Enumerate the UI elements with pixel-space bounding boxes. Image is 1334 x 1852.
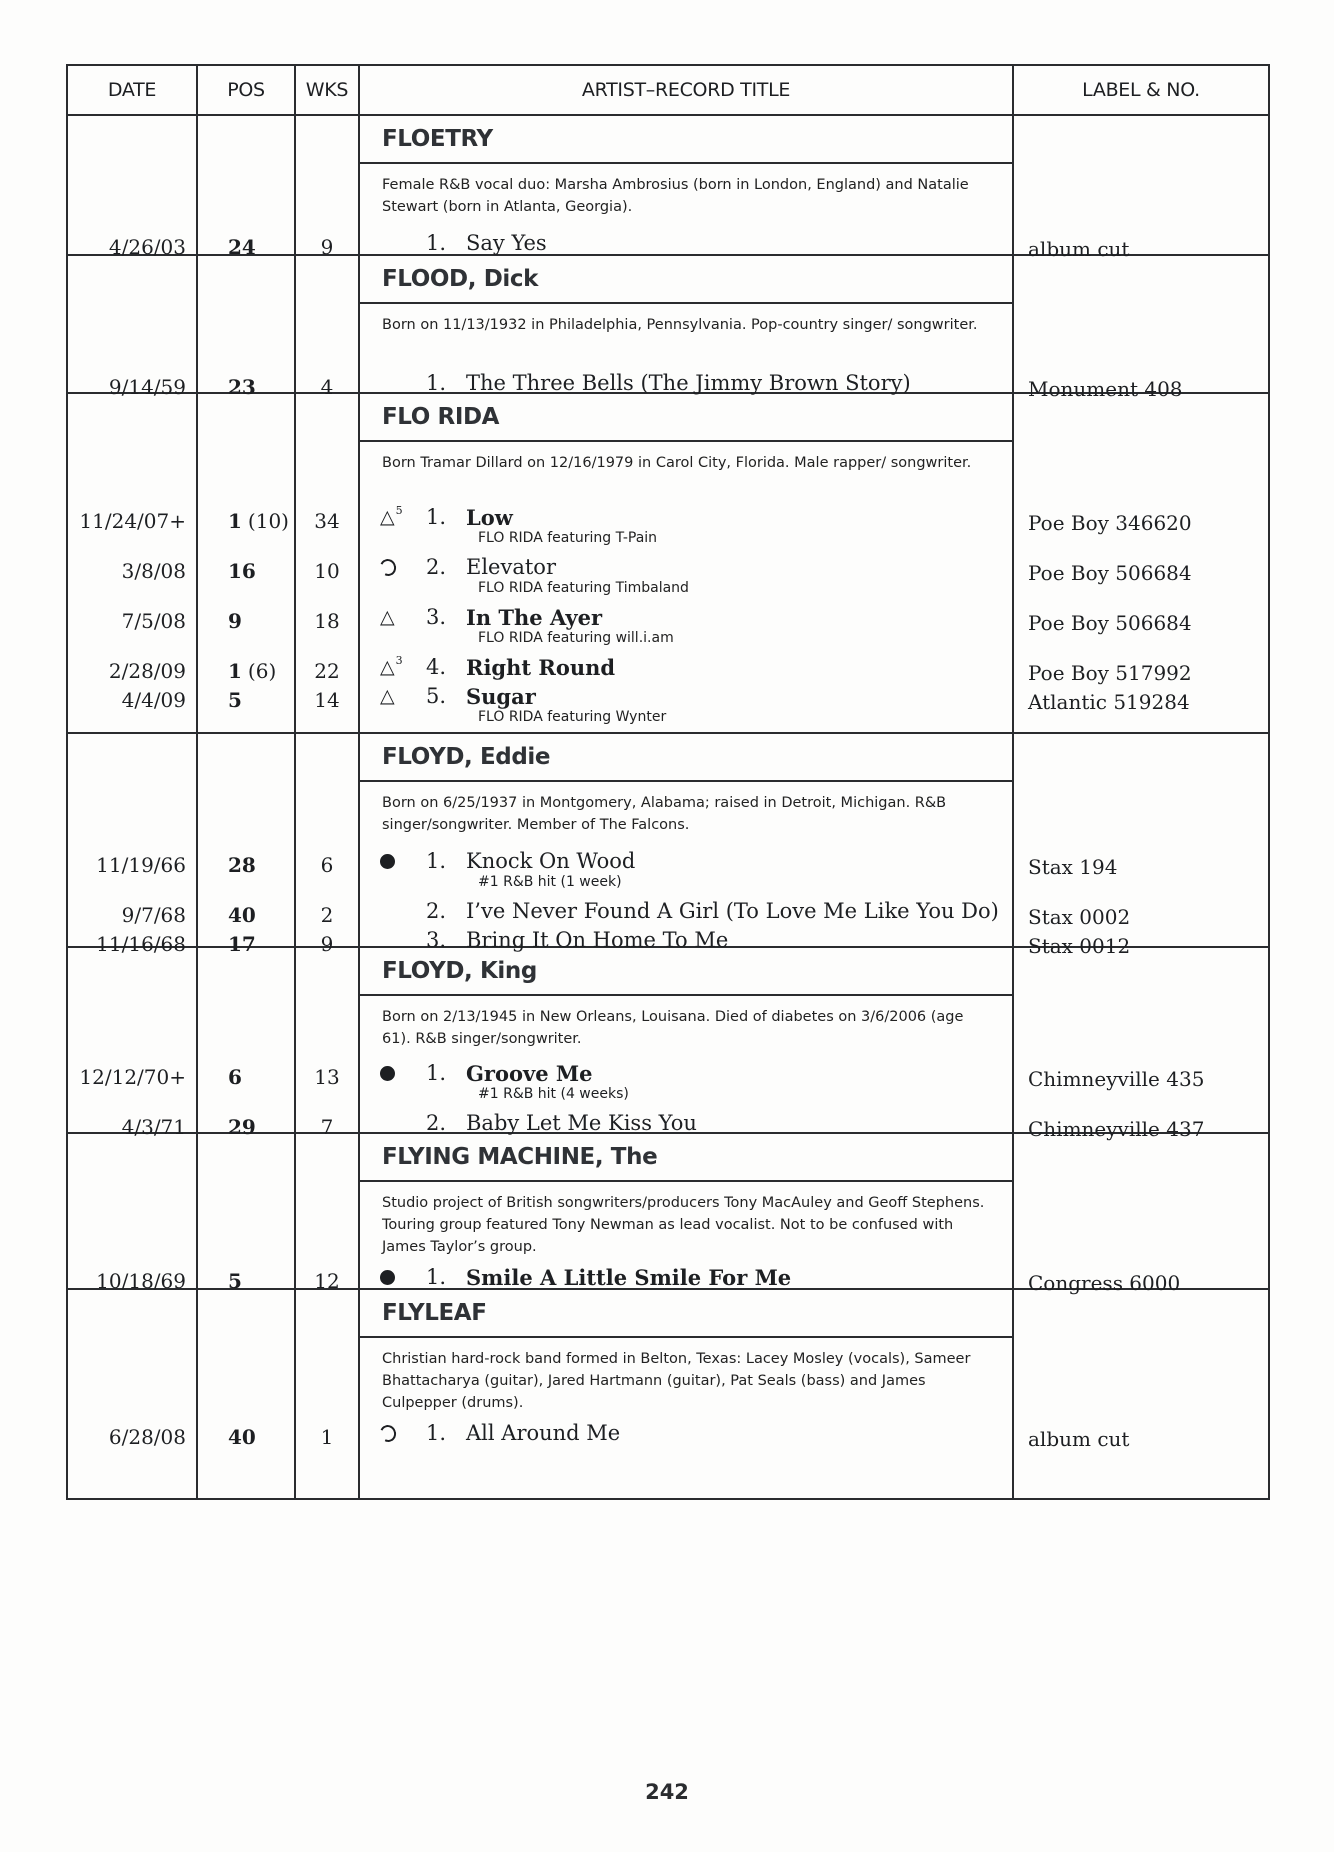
artist-name: FLOYD, King: [360, 948, 1012, 996]
artist-name: FLYING MACHINE, The: [360, 1134, 1012, 1182]
song-number: 1.: [426, 371, 447, 395]
song-title: Low: [466, 504, 513, 530]
chart-date: 9/7/68: [121, 903, 186, 927]
song-number: 1.: [426, 231, 447, 255]
weeks-charted: 13: [314, 1065, 340, 1089]
peak-position: [198, 556, 294, 586]
peak-position: [198, 656, 294, 686]
song-title: I’ve Never Found A Girl (To Love Me Like You Do): [466, 899, 999, 923]
peak-position-value: 9: [228, 609, 242, 633]
chart-date: 11/19/66: [96, 853, 186, 877]
artist-entry: [68, 948, 1268, 1141]
title-column: [360, 734, 1014, 952]
artist-bio: Born on 11/13/1932 in Philadelphia, Pennsylvania. Pop-country singer/ songwriter.: [382, 317, 978, 333]
dot-glyph: [380, 1066, 395, 1081]
wks-column: [296, 1134, 360, 1293]
song-row: [360, 602, 1012, 632]
date-column: [68, 1290, 198, 1498]
song-number: 1.: [426, 505, 447, 529]
peak-position: [198, 1062, 294, 1092]
song-title: Groove Me: [466, 1060, 593, 1086]
artist-entries: [68, 116, 1268, 1498]
song-row: [360, 1418, 1012, 1448]
chart-date: 11/24/07+: [79, 509, 186, 533]
artist-entry: [68, 394, 1268, 734]
artist-name: FLO RIDA: [360, 394, 1012, 442]
song-number: 3.: [426, 928, 447, 952]
wks-column: [296, 256, 360, 399]
song-row: [360, 1058, 1012, 1088]
title-column: [360, 1134, 1014, 1288]
record-label: Poe Boy 506684: [1028, 561, 1192, 585]
song-note: #1 R&B hit (4 weeks): [478, 1086, 629, 1102]
artist-name: FLOYD, Eddie: [360, 734, 1012, 782]
record-label: Poe Boy 506684: [1028, 611, 1192, 635]
triangle-glyph: △: [380, 505, 395, 528]
weeks-at-peak: (10): [247, 509, 289, 533]
triangle-icon: [380, 503, 414, 528]
date-column: [68, 256, 198, 399]
song-title: Sugar: [466, 683, 536, 709]
certification-multiplier: 5: [395, 503, 403, 517]
song-note: FLO RIDA featuring Timbaland: [478, 580, 689, 596]
chart-date: 2/28/09: [108, 659, 186, 683]
artist-entry: [68, 116, 1268, 261]
header-wks: WKS: [296, 66, 360, 114]
peak-position-value: 5: [228, 688, 242, 712]
peak-position: [198, 506, 294, 536]
song-row: [360, 228, 1012, 258]
date-column: [68, 948, 198, 1139]
triangle-glyph: △: [380, 655, 395, 678]
weeks-charted: 12: [314, 1269, 340, 1293]
record-label: Congress 6000: [1028, 1271, 1181, 1295]
weeks-charted: 4: [320, 375, 334, 399]
header-label-no: LABEL & NO.: [1082, 79, 1200, 101]
song-note: FLO RIDA featuring T-Pain: [478, 530, 658, 546]
weeks-at-peak: (6): [247, 659, 277, 683]
weeks-charted: 2: [320, 903, 334, 927]
chart-date: 4/3/71: [121, 1115, 186, 1139]
song-number: 1.: [426, 849, 447, 873]
song-row: [360, 1262, 1012, 1292]
artist-entry: [68, 1134, 1268, 1295]
song-title: Bring It On Home To Me: [466, 928, 729, 952]
artist-bio: Female R&B vocal duo: Marsha Ambrosius (born in London, England) and Natalie Stewart (born in Atlanta, Georgia).: [382, 177, 969, 215]
certification-multiplier: 3: [395, 653, 403, 667]
song-number: 1.: [426, 1265, 447, 1289]
peak-position: [198, 900, 294, 930]
label-column: [1014, 256, 1268, 401]
song-note: #1 R&B hit (1 week): [478, 874, 622, 890]
song-row: [360, 896, 1012, 926]
peak-position-value: 40: [228, 903, 256, 927]
song-title: Elevator: [466, 555, 556, 579]
peak-position: [198, 850, 294, 880]
filled-circle-icon: [380, 854, 414, 869]
title-column: [360, 948, 1014, 1135]
date-column: [68, 734, 198, 956]
wks-column: [296, 734, 360, 956]
peak-position-value: 28: [228, 853, 256, 877]
record-label: Chimneyville 435: [1028, 1067, 1205, 1091]
header-artist-record-title: ARTIST–RECORD TITLE: [360, 66, 1014, 114]
artist-entry: [68, 734, 1268, 958]
title-column: [360, 394, 1014, 732]
chart-history-table: [66, 64, 1270, 1500]
record-label: Poe Boy 517992: [1028, 661, 1192, 685]
peak-position: [198, 685, 294, 715]
peak-position-value: 29: [228, 1115, 256, 1139]
wks-column: [296, 116, 360, 259]
pos-column: [198, 734, 296, 956]
chart-date: 7/5/08: [121, 609, 186, 633]
record-label: Monument 408: [1028, 377, 1183, 401]
table-header: [68, 66, 1268, 116]
artist-bio: Studio project of British songwriters/producers Tony MacAuley and Geoff Stephens. Touring group featured Tony Newman as lead vocalist. Not to be confused with James Taylor’s group.: [382, 1195, 985, 1255]
song-number: 2.: [426, 555, 447, 579]
chart-date: 4/4/09: [121, 688, 186, 712]
wks-column: [296, 394, 360, 732]
peak-position-value: 16: [228, 559, 256, 583]
song-number: 1.: [426, 1421, 447, 1445]
chart-date: 4/26/03: [108, 235, 186, 259]
artist-name: FLOETRY: [360, 116, 1012, 164]
song-title: Right Round: [466, 654, 616, 680]
artist-name: FLOOD, Dick: [360, 256, 1012, 304]
record-label: album cut: [1028, 237, 1130, 261]
chart-date: 11/16/68: [96, 932, 186, 956]
chart-date: 6/28/08: [108, 1425, 186, 1449]
weeks-charted: 14: [314, 688, 340, 712]
filled-circle-icon: [380, 1270, 414, 1285]
song-title: Knock On Wood: [466, 849, 636, 873]
triangle-icon: [380, 653, 414, 678]
peak-position-value: 6: [228, 1065, 242, 1089]
weeks-charted: 7: [320, 1115, 334, 1139]
song-number: 3.: [426, 605, 447, 629]
record-label: Stax 0012: [1028, 934, 1131, 958]
label-column: [1014, 1290, 1268, 1498]
record-label: Chimneyville 437: [1028, 1117, 1205, 1141]
dot-glyph: [380, 854, 395, 869]
artist-name: FLYLEAF: [360, 1290, 1012, 1338]
song-title: The Three Bells (The Jimmy Brown Story): [466, 371, 911, 395]
song-row: [360, 502, 1012, 532]
artist-entry: [68, 256, 1268, 401]
open-circle-icon: [380, 559, 414, 576]
open-circle-icon: [380, 1425, 414, 1442]
dot-glyph: [380, 1270, 395, 1285]
peak-position: [198, 1422, 294, 1452]
peak-position-value: 23: [228, 375, 256, 399]
wks-column: [296, 1290, 360, 1498]
pos-column: [198, 116, 296, 259]
song-title: In The Ayer: [466, 604, 603, 630]
record-label: album cut: [1028, 1427, 1130, 1451]
record-label: Atlantic 519284: [1028, 690, 1190, 714]
song-title: Say Yes: [466, 231, 547, 255]
ring-glyph: [378, 1422, 399, 1443]
artist-bio: Born on 6/25/1937 in Montgomery, Alabama; raised in Detroit, Michigan. R&B singer/songwriter. Member of The Falcons.: [382, 795, 947, 833]
peak-position-value: 17: [228, 932, 256, 956]
triangle-glyph: △: [380, 605, 395, 628]
song-title: Smile A Little Smile For Me: [466, 1264, 792, 1290]
triangle-glyph: △: [380, 684, 395, 707]
label-column: [1014, 394, 1268, 732]
date-column: [68, 394, 198, 732]
label-column: [1014, 116, 1268, 261]
date-column: [68, 116, 198, 259]
chart-date: 9/14/59: [108, 375, 186, 399]
pos-column: [198, 948, 296, 1139]
song-number: 2.: [426, 1111, 447, 1135]
title-column: [360, 1290, 1014, 1498]
song-number: 4.: [426, 655, 447, 679]
wks-column: [296, 948, 360, 1139]
label-column: [1014, 948, 1268, 1141]
record-label: Stax 194: [1028, 855, 1118, 879]
peak-position-value: 5: [228, 1269, 242, 1293]
chart-date: 12/12/70+: [79, 1065, 186, 1089]
label-column: [1014, 1134, 1268, 1295]
chart-date: 10/18/69: [96, 1269, 186, 1293]
song-number: 1.: [426, 1061, 447, 1085]
date-column: [68, 1134, 198, 1293]
weeks-charted: 22: [314, 659, 340, 683]
peak-position-value: 1: [228, 509, 242, 533]
weeks-charted: 9: [320, 235, 334, 259]
title-column: [360, 116, 1014, 254]
title-column: [360, 256, 1014, 395]
label-column: [1014, 734, 1268, 958]
song-number: 5.: [426, 684, 447, 708]
song-note: FLO RIDA featuring Wynter: [478, 709, 667, 725]
artist-bio: Born on 2/13/1945 in New Orleans, Louisana. Died of diabetes on 3/6/2006 (age 61). R&B singer/songwriter.: [382, 1009, 964, 1047]
pos-column: [198, 1134, 296, 1293]
artist-bio: Born Tramar Dillard on 12/16/1979 in Carol City, Florida. Male rapper/ songwriter.: [382, 455, 972, 471]
song-number: 2.: [426, 899, 447, 923]
triangle-icon: [380, 605, 414, 628]
page-number: 242: [645, 1780, 689, 1804]
weeks-charted: 34: [314, 509, 340, 533]
pos-column: [198, 256, 296, 399]
ring-glyph: [378, 556, 399, 577]
header-pos: POS: [198, 66, 296, 114]
chart-date: 3/8/08: [121, 559, 186, 583]
weeks-charted: 18: [314, 609, 340, 633]
triangle-icon: [380, 684, 414, 707]
song-row: [360, 652, 1012, 682]
filled-circle-icon: [380, 1066, 414, 1081]
artist-bio: Christian hard-rock band formed in Belton, Texas: Lacey Mosley (vocals), Sameer Bhattacharya (guitar), Jared Hartmann (guitar), Pat Seals (bass) and James Culpepper (drums).: [382, 1351, 971, 1411]
pos-column: [198, 1290, 296, 1498]
peak-position-value: 1: [228, 659, 242, 683]
weeks-charted: 10: [314, 559, 340, 583]
song-title: All Around Me: [466, 1421, 621, 1445]
peak-position-value: 40: [228, 1425, 256, 1449]
song-row: [360, 681, 1012, 711]
song-note: FLO RIDA featuring will.i.am: [478, 630, 674, 646]
song-row: [360, 846, 1012, 876]
weeks-charted: 6: [320, 853, 334, 877]
song-title: Baby Let Me Kiss You: [466, 1111, 697, 1135]
peak-position: [198, 606, 294, 636]
record-label: Poe Boy 346620: [1028, 511, 1192, 535]
weeks-charted: 1: [320, 1425, 334, 1449]
record-label: Stax 0002: [1028, 905, 1131, 929]
peak-position-value: 24: [228, 235, 256, 259]
song-row: [360, 552, 1012, 582]
weeks-charted: 9: [320, 932, 334, 956]
header-date: DATE: [68, 66, 198, 114]
artist-entry: [68, 1290, 1268, 1498]
pos-column: [198, 394, 296, 732]
